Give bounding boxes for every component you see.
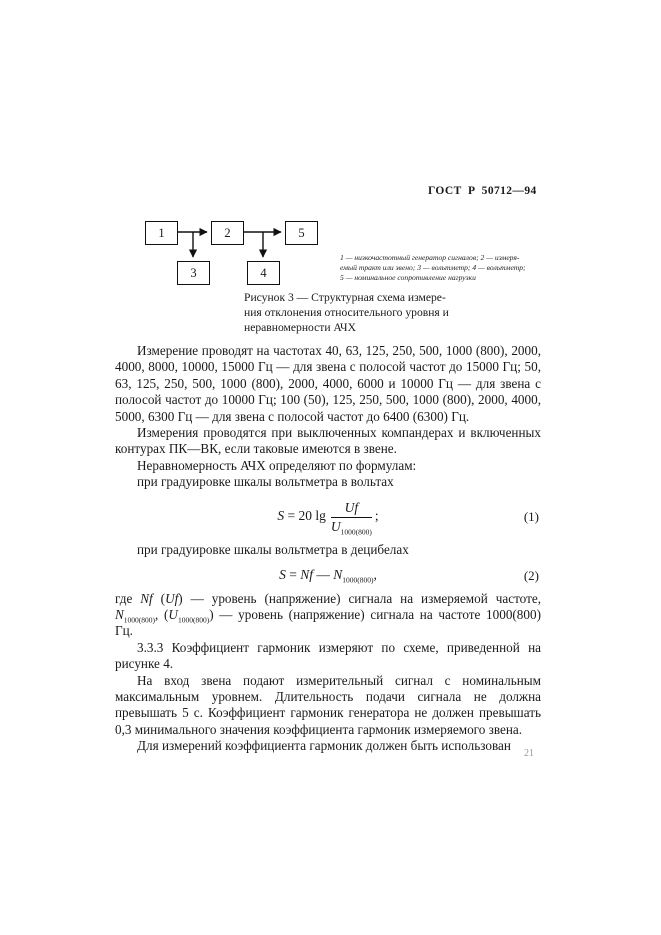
legend-line: 5 — номинальное сопротивление нагрузки <box>340 272 476 282</box>
paragraph-formulas-intro: Неравномерность АЧХ определяют по формулам: <box>137 457 417 473</box>
diagram-box-voltmeter-1: 3 <box>177 261 210 285</box>
text-run: ) — уровень (напряжение) сигнала на измеряемой частоте, <box>178 590 541 606</box>
paragraph-signal-level: На вход звена подают измерительный сигнал с номинальным максимальным уровнем. Длительность подачи сигнала не должна превышать 5 с. Коэффициент гармоник генератора не должен превышать 0,3 минимального значения коэффициента гармоник измеряемого звена. <box>115 672 541 737</box>
formula-var: Uf <box>165 590 179 606</box>
formula-punct: ; <box>374 508 379 524</box>
formula-var: U <box>168 607 178 623</box>
formula-2-body <box>279 567 377 586</box>
formula-operator: = 20 lg <box>284 508 326 524</box>
formula-1 <box>115 500 541 535</box>
formula-var: N <box>115 607 124 623</box>
standard-number-header: ГОСТ Р 50712—94 <box>428 185 537 197</box>
text-column <box>115 343 541 755</box>
diagram-box-path: 2 <box>211 221 244 245</box>
formula-2 <box>115 567 541 586</box>
formula-punct: , <box>373 567 377 583</box>
diagram-box-load: 5 <box>285 221 318 245</box>
formula-2-number: (2) <box>523 567 539 583</box>
text-run: , ( <box>155 607 169 623</box>
formula-var: Nf <box>300 567 313 583</box>
paragraph-where-definitions <box>115 591 541 640</box>
text-run: где <box>115 590 141 606</box>
page-number: 21 <box>524 748 534 759</box>
formula-var: N <box>333 567 343 583</box>
legend-line: емый тракт или звено; 3 — вольтметр; 4 — вольтметр; <box>340 262 526 272</box>
paragraph-decibels-case: при градуировке шкалы вольтметра в децибелах <box>137 542 409 558</box>
formula-var: S <box>277 508 285 524</box>
diagram-box-generator: 1 <box>145 221 178 245</box>
text-run: ( <box>152 590 166 606</box>
formula-operator: — <box>313 567 334 583</box>
caption-line: неравномерности АЧХ <box>244 320 356 334</box>
legend-line: 1 — низкочастотный генератор сигналов; 2 — измеря- <box>340 253 520 262</box>
paragraph-volts-case: при градуировке шкалы вольтметра в вольтах <box>137 474 394 490</box>
formula-1-number: (1) <box>523 509 539 525</box>
caption-line: Рисунок 3 — Структурная схема измере- <box>244 291 446 304</box>
paragraph-clause-333: 3.3.3 Коэффициент гармоник измеряют по схеме, приведенной на рисунке 4. <box>115 639 541 672</box>
formula-var: Nf <box>140 590 153 606</box>
caption-line: ния отклонения относительного уровня и <box>244 305 449 319</box>
paragraph-companders: Измерения проводятся при выключенных компандерах и включенных контурах ПК—ВК, если таковые имеются в звене. <box>115 425 541 457</box>
formula-fraction <box>331 500 372 535</box>
formula-subscript: 1000(800) <box>177 615 210 625</box>
formula-var: U <box>330 518 341 534</box>
text-run: ) — уровень (напряжение) сигнала на частоте 1000(800) Гц. <box>115 607 541 639</box>
figure-legend <box>340 253 550 283</box>
paragraph-harmonics-meter: Для измерений коэффициента гармоник должен быть использован <box>137 738 511 754</box>
formula-var: S <box>279 567 286 583</box>
paragraph-frequencies: Измерение проводят на частотах 40, 63, 125, 250, 500, 1000 (800), 2000, 4000, 8000, 10000, 15000 Гц — для звена с полосой частот до 15000 Гц; 50, 63, 125, 250, 500, 1000 (800), 2000, 4000, 6000 и 10000 Гц — для звена с полосой частот до 10000 Гц; 100 (50), 125, 250, 500, 1000 (800), 2000, 4000, 5000, 6300 Гц — для звена с полосой частот до 6400 (6300) Гц. <box>115 343 541 424</box>
figure-caption <box>244 291 484 335</box>
formula-subscript: 1000(800) <box>123 615 156 625</box>
diagram-box-voltmeter-2: 4 <box>247 261 280 285</box>
formula-subscript: 1000(800) <box>340 527 372 537</box>
formula-subscript: 1000(800) <box>342 576 374 586</box>
formula-var: Uf <box>344 499 359 515</box>
figure-3-diagram <box>145 216 320 288</box>
formula-operator: = <box>285 567 301 583</box>
formula-1-body <box>277 499 379 537</box>
